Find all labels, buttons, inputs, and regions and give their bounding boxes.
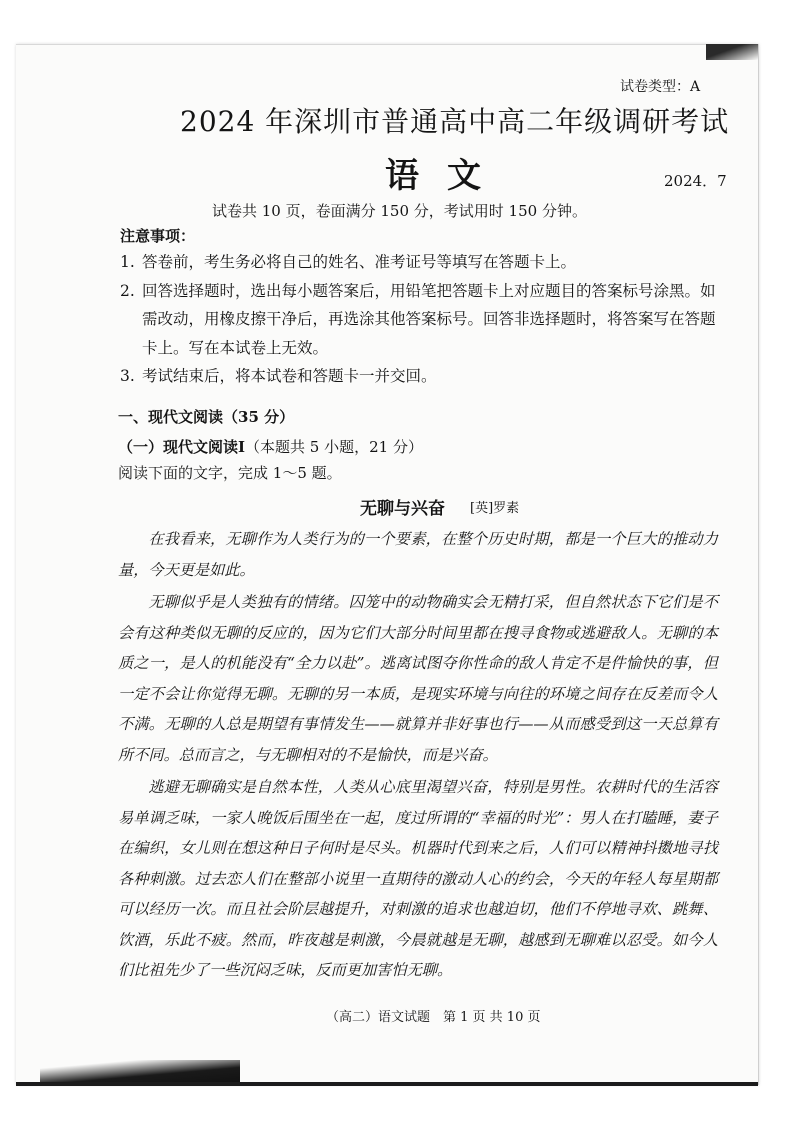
article-title: 无聊与兴奋 bbox=[360, 499, 445, 519]
notice-list bbox=[120, 248, 720, 391]
article-paragraph: 无聊似乎是人类独有的情绪。囚笼中的动物确实会无精打采，但自然状态下它们是不会有这种类似无聊的反应的，因为它们大部分时间里都在搜寻食物或逃避敌人。无聊的本质之一，是人的机能没有“全力以赴”。逃离试图夺你性命的敌人肯定不是件愉快的事，但一定不会让你觉得无聊。无聊的另一本质，是现实环境与向往的环境之间存在反差而令人不满。无聊的人总是期望有事情发生——就算并非好事也行——从而感受到这一天总算有所不同。总而言之，与无聊相对的不是愉快，而是兴奋。 bbox=[118, 593, 718, 764]
notice-item bbox=[120, 362, 720, 391]
subsection-heading bbox=[118, 436, 423, 457]
exam-title: 2024 年深圳市普通高中高二年级调研考试 bbox=[180, 105, 730, 138]
notice-item-number: 2. bbox=[120, 281, 135, 300]
exam-type-label: 试卷类型：A bbox=[620, 79, 701, 95]
article-body bbox=[118, 524, 718, 988]
reading-instruction: 阅读下面的文字，完成 1～5 题。 bbox=[118, 464, 342, 482]
notice-item-text: 考试结束后，将本试卷和答题卡一并交回。 bbox=[142, 367, 437, 385]
subsection-label: （一）现代文阅读Ⅰ bbox=[118, 438, 246, 456]
page-footer: （高二）语文试题 第 1 页 共 10 页 bbox=[326, 1010, 541, 1025]
article-author: [英]罗素 bbox=[470, 501, 520, 516]
subsection-note: （本题共 5 小题，21 分） bbox=[245, 438, 423, 456]
article-paragraph: 逃避无聊确实是自然本性，人类从心底里渴望兴奋，特别是男性。农耕时代的生活容易单调乏味，一家人晚饭后围坐在一起，度过所谓的“幸福的时光”：男人在打瞌睡，妻子在编织，女儿则在想这种日子何时是尽头。机器时代到来之后，人们可以精神抖擞地寻找各种刺激。过去恋人们在整部小说里一直期待的激动人心的约会，今天的年轻人每星期都可以经历一次。而且社会阶层越提升，对刺激的追求也越迫切，他们不停地寻欢、跳舞、饮酒，乐此不疲。然而，昨夜越是刺激，今晨就越是无聊，越感到无聊难以忍受。如今人们比祖先少了一些沉闷乏味，反而更加害怕无聊。 bbox=[118, 778, 718, 979]
notice-item-number: 3. bbox=[120, 367, 135, 385]
notice-heading: 注意事项： bbox=[120, 227, 196, 245]
notice-item-number: 1. bbox=[120, 253, 135, 271]
section-heading: 一、现代文阅读（35 分） bbox=[118, 408, 295, 426]
exam-date: 2024．7 bbox=[664, 172, 727, 190]
notice-item bbox=[120, 277, 720, 363]
notice-item bbox=[120, 248, 720, 277]
paper-bottom-shadow bbox=[40, 1060, 240, 1084]
notice-item-text: 回答选择题时，选出每小题答案后，用铅笔把答题卡上对应题目的答案标号涂黑。如需改动，用橡皮擦干净后，再选涂其他答案标号。回答非选择题时，将答案写在答题卡上。写在本试卷上无效。 bbox=[142, 281, 716, 357]
paper-corner-shadow bbox=[706, 44, 758, 60]
paper-bottom-edge bbox=[16, 1082, 758, 1086]
exam-info: 试卷共 10 页，卷面满分 150 分，考试用时 150 分钟。 bbox=[212, 202, 587, 220]
subject-title: 语文 bbox=[385, 156, 509, 196]
notice-item-text: 答卷前，考生务必将自己的姓名、准考证号等填写在答题卡上。 bbox=[142, 253, 577, 271]
article-paragraph: 在我看来，无聊作为人类行为的一个要素，在整个历史时期，都是一个巨大的推动力量，今天更是如此。 bbox=[118, 530, 718, 579]
